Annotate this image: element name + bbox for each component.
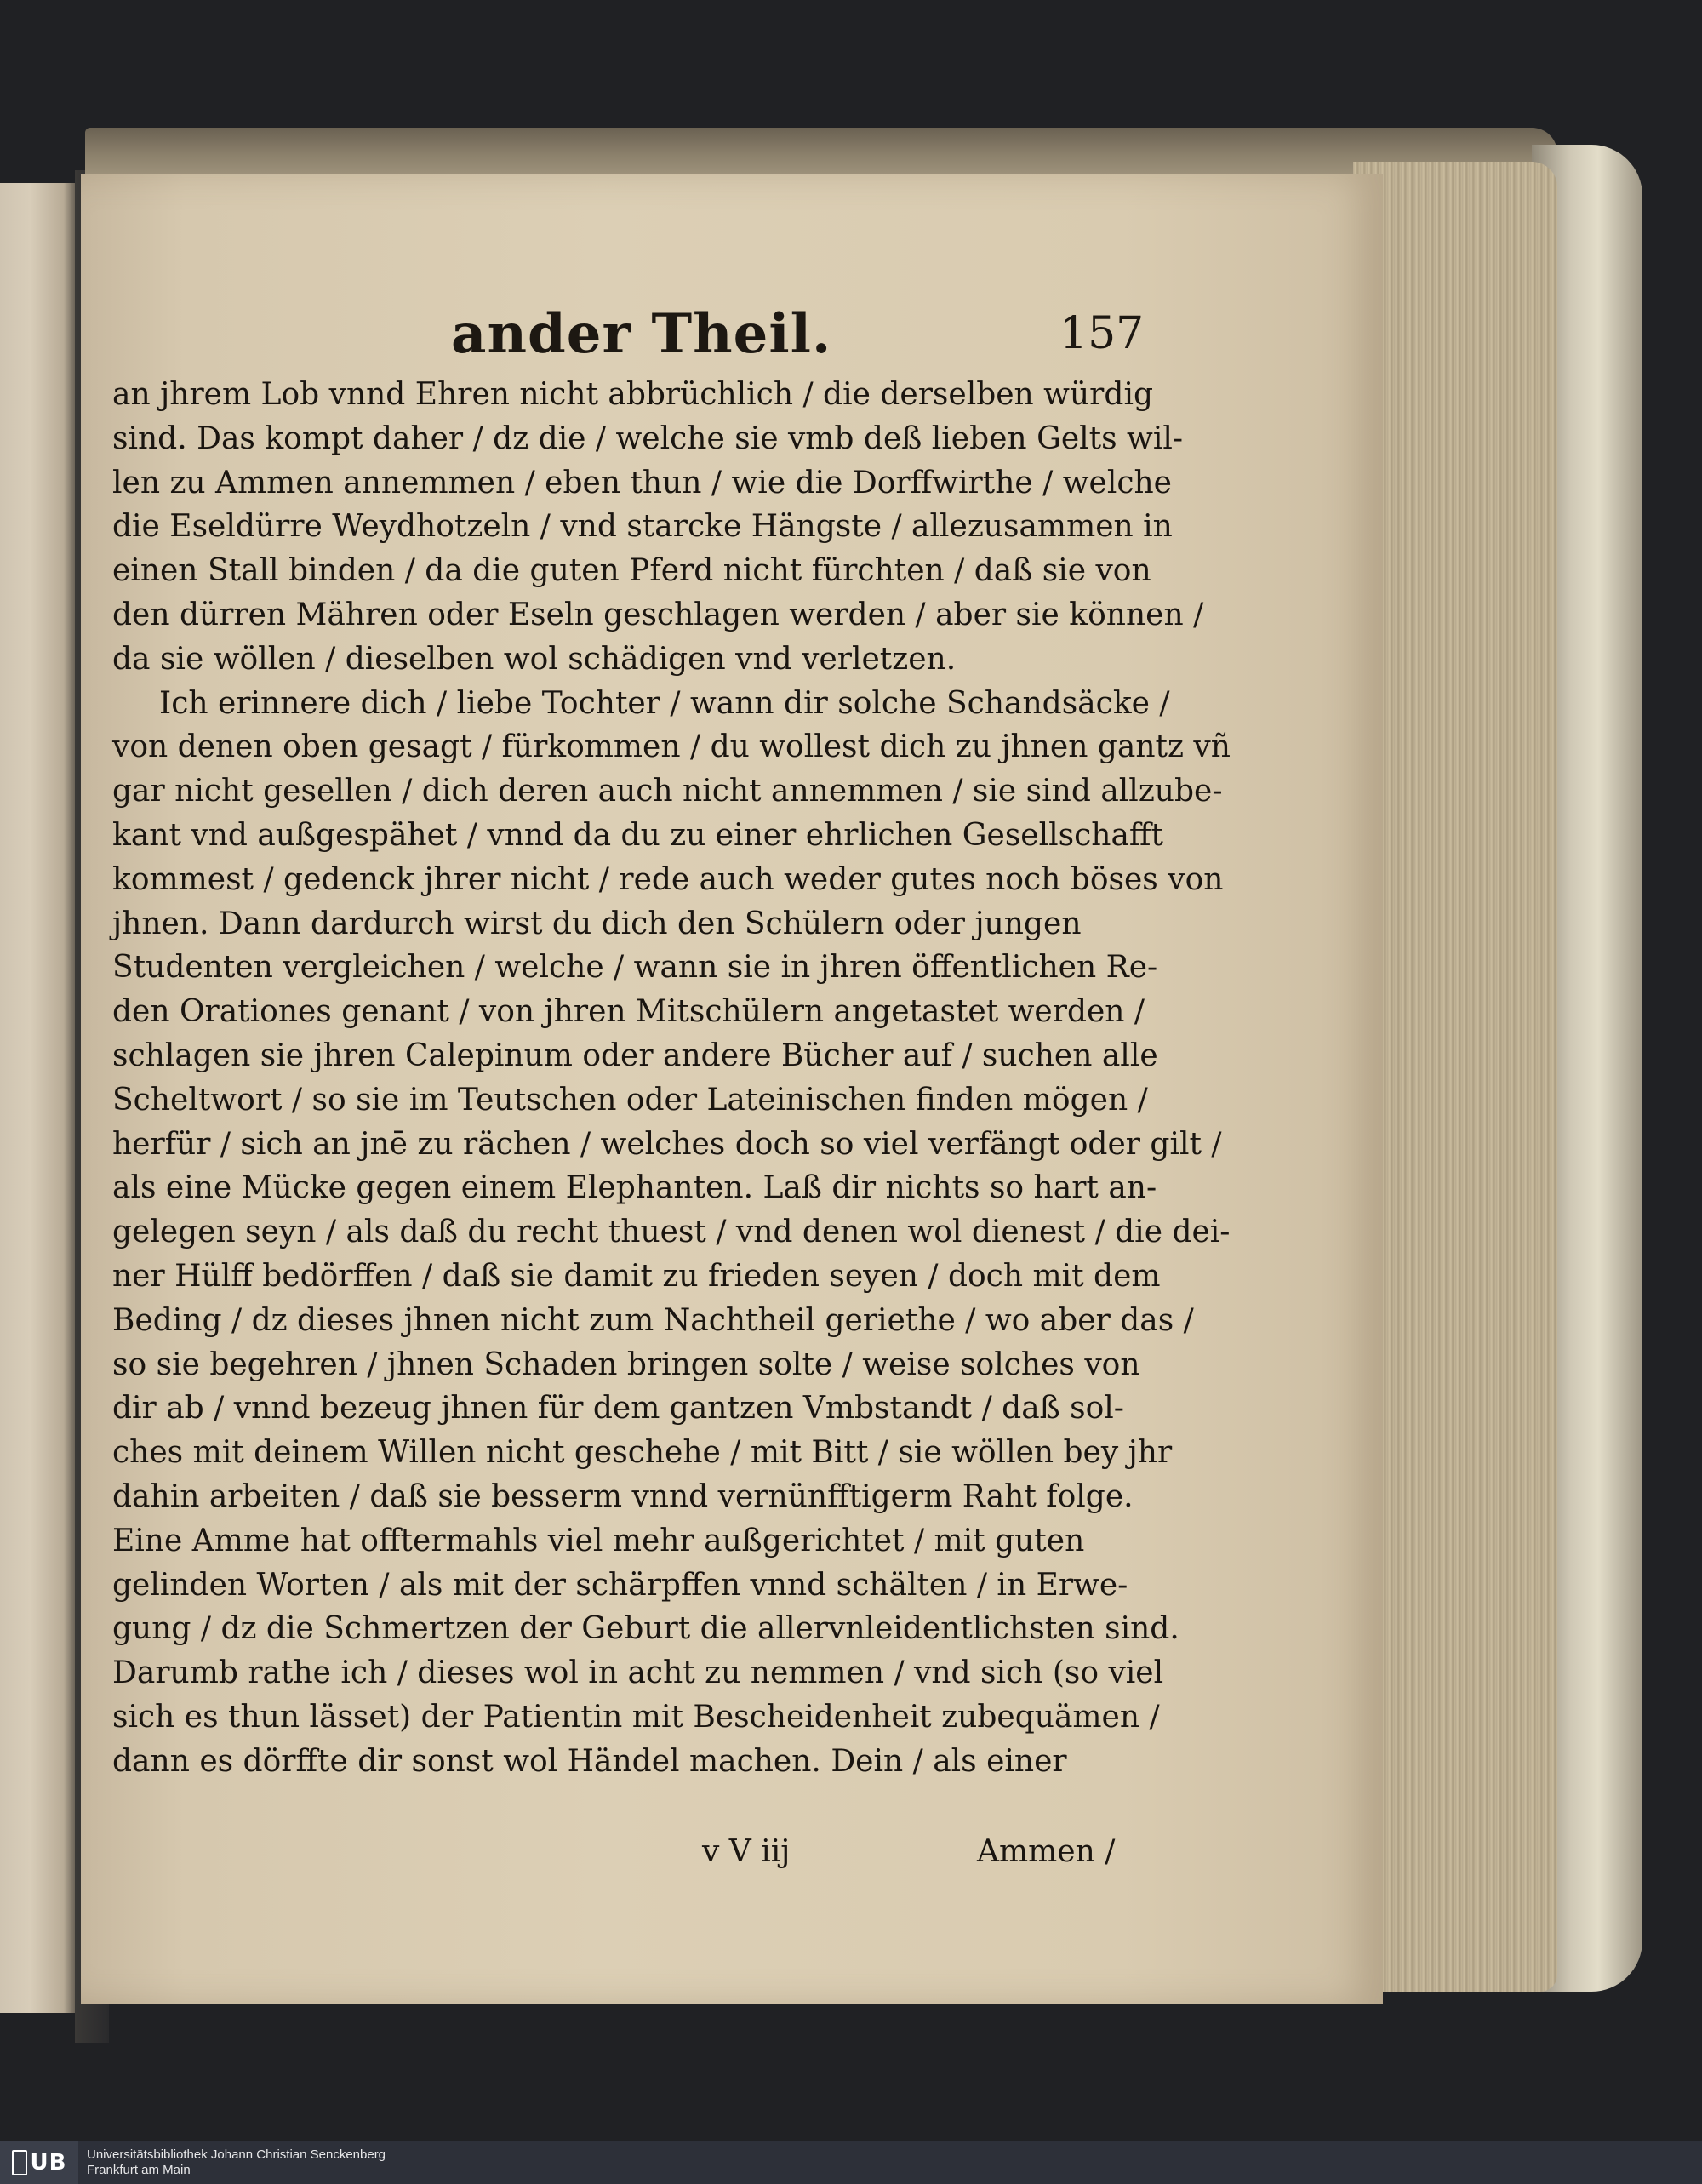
signature-mark: v V iij — [702, 1834, 791, 1869]
text-line: die Eseldürre Weydhotzeln / vnd starcke Hängste / allezusammen in — [112, 509, 1173, 545]
body-text — [112, 373, 1231, 1784]
logo-text: UB — [30, 2150, 67, 2175]
page-fore-edge — [1353, 162, 1557, 1992]
text-line: einen Stall binden / da die guten Pferd nicht fürchten / daß sie von — [112, 553, 1151, 589]
library-logo[interactable] — [0, 2141, 78, 2184]
text-line: sind. Das kompt daher / dz die / welche sie vmb deß lieben Gelts wil- — [112, 420, 1184, 456]
text-line: Scheltwort / so sie im Teutschen oder Lateinischen finden mögen / — [112, 1082, 1148, 1118]
text-line: ches mit deinem Willen nicht geschehe / mit Bitt / sie wöllen bey jhr — [112, 1435, 1173, 1471]
institution-line-1: Universitätsbibliothek Johann Christian Senckenberg — [87, 2147, 386, 2162]
text-line: kant vnd außgespähet / vnnd da du zu einer ehrlichen Gesellschafft — [112, 817, 1163, 853]
text-line: Beding / dz dieses jhnen nicht zum Nachtheil geriethe / wo aber das / — [112, 1302, 1194, 1338]
page-number: 157 — [1059, 308, 1145, 359]
text-line: dir ab / vnnd bezeug jhnen für dem gantzen Vmbstandt / daß sol- — [112, 1391, 1124, 1426]
text-line: gar nicht gesellen / dich deren auch nicht annemmen / sie sind allzube- — [112, 774, 1223, 809]
text-line: gung / dz die Schmertzen der Geburt die allervnleidentlichsten sind. — [112, 1611, 1179, 1647]
text-line: den dürren Mähren oder Eseln geschlagen werden / aber sie können / — [112, 597, 1204, 632]
text-line: von denen oben gesagt / fürkommen / du wollest dich zu jhnen gantz vñ — [112, 729, 1231, 765]
text-line: dann es dörffte dir sonst wol Händel machen. Dein / als einer — [112, 1743, 1067, 1779]
text-line: als eine Mücke gegen einem Elephanten. Laß dir nichts so hart an- — [112, 1170, 1157, 1206]
text-line: len zu Ammen annemmen / eben thun / wie die Dorffwirthe / welche — [112, 465, 1172, 500]
text-line: Ich erinnere dich / liebe Tochter / wann dir solche Schandsäcke / — [159, 685, 1170, 721]
left-page-edge — [0, 183, 75, 2013]
text-line: herfür / sich an jnē zu rächen / welches doch so viel verfängt oder gilt / — [112, 1126, 1222, 1162]
text-line: da sie wöllen / dieselben wol schädigen vnd verletzen. — [112, 641, 957, 677]
text-line: jhnen. Dann dardurch wirst du dich den Schülern oder jungen — [112, 906, 1082, 941]
text-line: gelinden Worten / als mit der schärpffen vnnd schälten / in Erwe- — [112, 1567, 1128, 1603]
text-line: Darumb rathe ich / dieses wol in acht zu nemmen / vnd sich (so viel — [112, 1655, 1164, 1691]
text-line: an jhrem Lob vnnd Ehren nicht abbrüchlich / die derselben würdig — [112, 377, 1153, 412]
text-line: kommest / gedenck jhrer nicht / rede auch weder gutes noch böses von — [112, 861, 1224, 897]
institution-line-2: Frankfurt am Main — [87, 2163, 191, 2177]
text-line: gelegen seyn / als daß du recht thuest / vnd denen wol dienest / die dei- — [112, 1215, 1231, 1250]
text-line: Studenten vergleichen / welche / wann sie in jhren öffentlichen Re- — [112, 950, 1158, 986]
institution-name — [87, 2147, 386, 2178]
text-line: so sie begehren / jhnen Schaden bringen solte / weise solches von — [112, 1346, 1140, 1382]
text-line: sich es thun lässet) der Patientin mit Bescheidenheit zubequämen / — [112, 1699, 1160, 1735]
catchword: Ammen / — [977, 1834, 1116, 1869]
text-line: den Orationes genant / von jhren Mitschülern angetastet werden / — [112, 994, 1145, 1030]
text-line: schlagen sie jhren Calepinum oder andere Bücher auf / suchen alle — [112, 1038, 1158, 1073]
text-line: ner Hülff bedörffen / daß sie damit zu frieden seyen / doch mit dem — [112, 1258, 1161, 1294]
footer-bar — [0, 2141, 1702, 2184]
text-line: Eine Amme hat offtermahls viel mehr außgerichtet / mit guten — [112, 1523, 1085, 1558]
running-title: ander Theil. — [451, 302, 832, 366]
library-emblem-icon — [12, 2150, 27, 2175]
text-line: dahin arbeiten / daß sie besserm vnnd vernünfftigerm Raht folge. — [112, 1478, 1134, 1514]
